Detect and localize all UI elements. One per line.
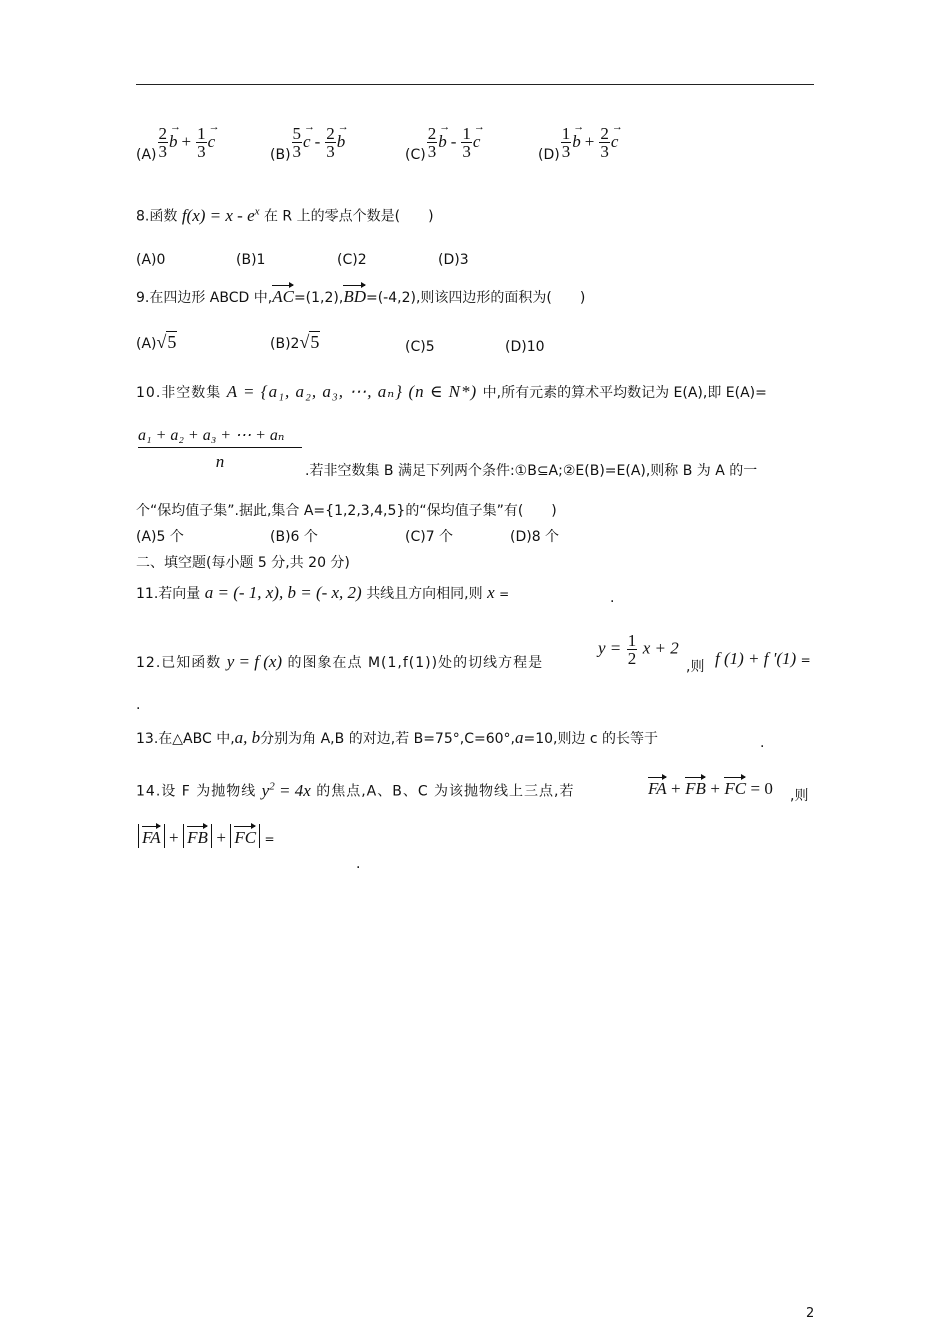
q7-option-d: (D) $\frac{1}{3}$ → b + $\frac{2}{3}$ → c: [538, 125, 618, 160]
q7-option-b: (B) $\frac{5}{3}$ → c - $\frac{2}{3}$ → b: [270, 125, 345, 160]
q11-mid: 共线且方向相同,则: [366, 586, 483, 602]
q8-option-c: (C)2: [337, 252, 367, 268]
q12-prefix: 12.已知函数: [136, 655, 222, 671]
header-rule: [136, 84, 814, 85]
q11-end: .: [610, 590, 615, 606]
page-number: 2: [806, 1306, 815, 1321]
q13-prefix: 13.在△ABC 中,: [136, 731, 235, 747]
q10-condition: (n ∈ N*): [408, 382, 478, 401]
q10-tail: 中,所有元素的算术平均数记为 E(A),即 E(A)=: [482, 385, 767, 401]
q14-stem: [136, 780, 575, 801]
q9-stem: [136, 283, 585, 307]
q10-option-c: (C)7 个: [405, 529, 454, 545]
q9-option-c: (C)5: [405, 339, 435, 355]
q12-tangent-line: y = $\frac{1}{2}$ x + 2: [598, 631, 679, 668]
q12-function: y = f (x): [226, 652, 283, 671]
q7-option-c: (C) $\frac{2}{3}$ → b - $\frac{1}{3}$ → c: [405, 125, 480, 160]
q8-formula: $f(x) = x - e^x$: [181, 205, 260, 225]
q13-tail: =10,则边 c 的长等于: [523, 731, 659, 747]
q8-suffix: 在 R 上的零点个数是( ): [263, 208, 434, 225]
q12-then: ,则: [686, 659, 705, 675]
q10-option-a: (A)5 个: [136, 529, 184, 545]
vector-fb: FB: [685, 775, 706, 799]
q10-prefix: 10.非空数集: [136, 385, 222, 401]
q12-stem: [136, 652, 543, 672]
q9-option-b: (B)2√5: [270, 332, 320, 352]
section-heading: 二、填空题(每小题 5 分,共 20 分): [136, 555, 350, 571]
q14-prefix: 14.设 F 为抛物线: [136, 783, 257, 800]
q8-prefix: 8.函数: [136, 208, 178, 225]
q10-option-d: (D)8 个: [510, 529, 560, 545]
vector-ac: AC: [272, 283, 294, 307]
q13-stem: [136, 728, 658, 748]
q14-condition: FA + FB + FC = 0: [648, 775, 773, 799]
q13-a: a: [514, 728, 524, 747]
q12-expression: f (1) + f '(1) =: [715, 649, 811, 668]
q13-vars: a, b: [234, 728, 261, 747]
q13-end: .: [760, 735, 765, 751]
q10-stem: [136, 382, 767, 402]
q14-parabola: $y^2 = 4x$: [261, 780, 311, 800]
vector-fa: FA: [648, 775, 667, 799]
q8-stem: [136, 205, 434, 226]
q14-end: .: [356, 856, 361, 872]
q11-stem: [136, 583, 509, 603]
q10-mean-fraction: a₁ + a₂ + a₃ + ⋯ + aₙ n: [138, 425, 302, 472]
q9-option-d: (D)10: [505, 339, 545, 355]
q11-variable: x: [487, 583, 495, 602]
q11-prefix: 11.若向量: [136, 586, 201, 602]
q10-option-b: (B)6 个: [270, 529, 318, 545]
q8-option-d: (D)3: [438, 252, 469, 268]
q12-mid: 的图象在点 M(1,f(1))处的切线方程是: [287, 655, 544, 671]
q10-line3: 个“保均值子集”.据此,集合 A={1,2,3,4,5}的“保均值子集”有( ): [136, 503, 557, 519]
q14-sum-of-moduli: FA + FB + FC =: [138, 824, 275, 848]
q9-prefix: 9.在四边形 ABCD 中,: [136, 290, 273, 306]
q10-line2: .若非空数集 B 满足下列两个条件:①B⊆A;②E(B)=E(A),则称 B 为 A 的一: [305, 463, 758, 479]
q10-set: A = {a₁, a₂, a₃, ⋯, aₙ}: [226, 382, 403, 401]
q11-equals: =: [499, 587, 510, 601]
q9-option-a: (A)√5: [136, 332, 177, 352]
q12-end: .: [136, 697, 141, 713]
q7-option-a: (A) $\frac{2}{3}$ → b + $\frac{1}{3}$ → c: [136, 125, 215, 160]
q8-option-b: (B)1: [236, 252, 266, 268]
q11-formula: a = (- 1, x), b = (- x, 2): [204, 583, 362, 602]
q8-option-a: (A)0: [136, 252, 166, 268]
vector-fc: FC: [724, 775, 746, 799]
q9-text-1: =(1,2),: [293, 290, 344, 306]
q14-then: ,则: [790, 788, 809, 804]
q14-mid: 的焦点,A、B、C 为该抛物线上三点,若: [316, 783, 575, 800]
q13-mid: 分别为角 A,B 的对边,若 B=75°,C=60°,: [260, 731, 515, 747]
q9-text-2: =(-4,2),则该四边形的面积为( ): [365, 290, 586, 306]
vector-bd: BD: [343, 283, 366, 307]
